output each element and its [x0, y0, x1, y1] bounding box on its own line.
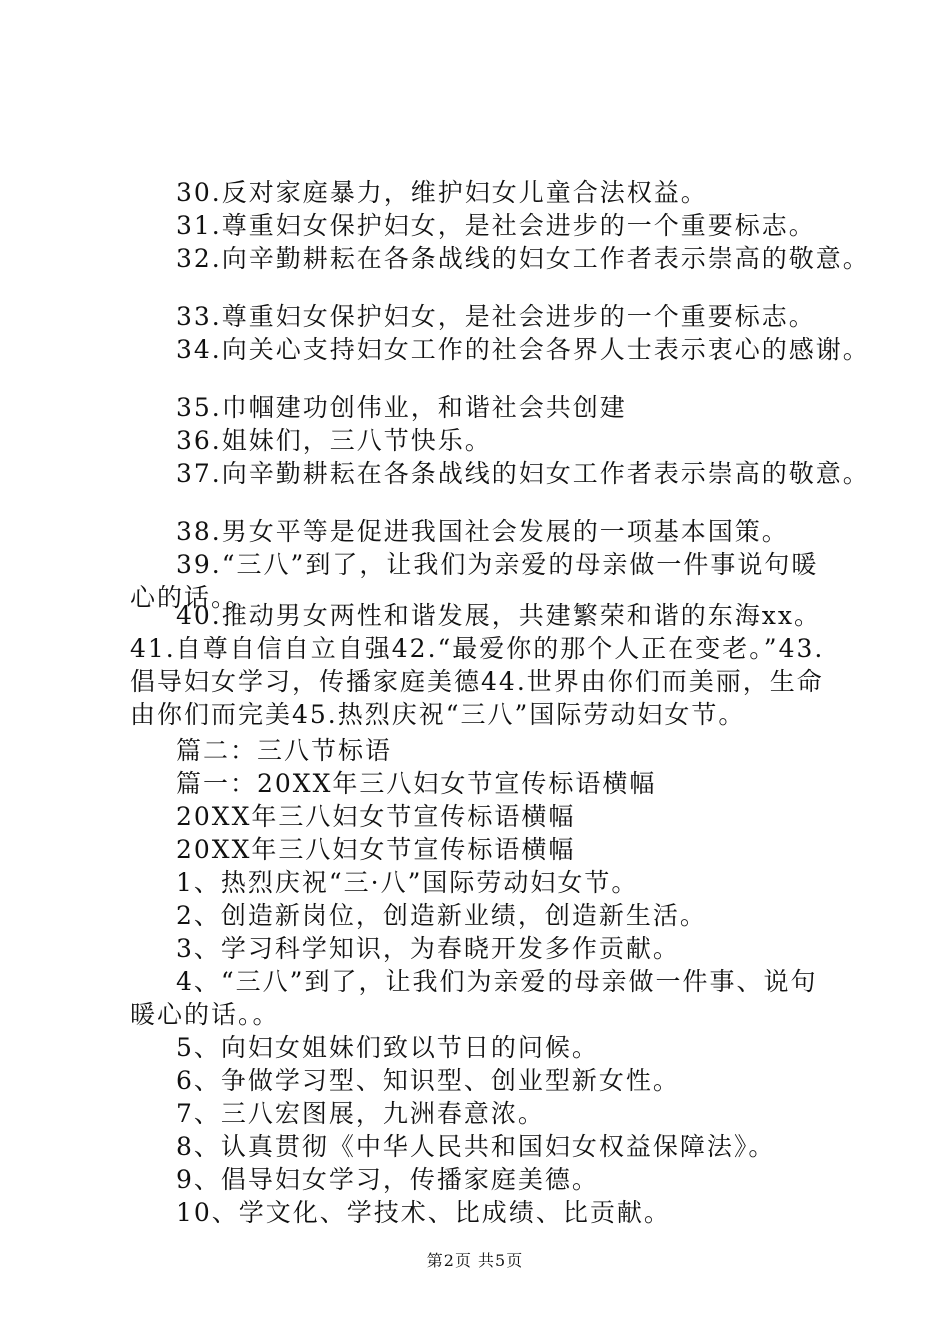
paragraph-31: 31.尊重妇女保护妇女，是社会进步的一个重要标志。 — [176, 211, 816, 240]
paragraph-32: 32.向辛勤耕耘在各条战线的妇女工作者表示崇高的敬意。 — [176, 244, 870, 273]
slogan-9: 9、倡导妇女学习，传播家庭美德。 — [176, 1165, 599, 1194]
paragraph-37: 37.向辛勤耕耘在各条战线的妇女工作者表示崇高的敬意。 — [176, 459, 870, 488]
paragraph-33: 33.尊重妇女保护妇女，是社会进步的一个重要标志。 — [176, 302, 816, 331]
slogan-1: 1、热烈庆祝“三·八”国际劳动妇女节。 — [176, 868, 639, 897]
paragraph-39: 39.“三八”到了，让我们为亲爱的母亲做一件事说句暖心的话。。 — [130, 550, 819, 612]
slogan-6: 6、争做学习型、知识型、创业型新女性。 — [176, 1066, 680, 1095]
slogan-10: 10、学文化、学技术、比成绩、比贡献。 — [176, 1198, 671, 1227]
paragraph-35: 35.巾帼建功创伟业，和谐社会共创建 — [176, 393, 627, 422]
slogan-2: 2、创造新岗位，创造新业绩，创造新生活。 — [176, 901, 707, 930]
slogan-8: 8、认真贯彻《中华人民共和国妇女权益保障法》。 — [176, 1132, 776, 1161]
slogan-3: 3、学习科学知识，为春晓开发多作贡献。 — [176, 934, 680, 963]
section-heading-part-one: 篇一：20XX年三八妇女节宣传标语横幅 — [176, 769, 657, 798]
paragraph-40-45: 40.推动男女两性和谐发展，共建繁荣和谐的东海xx。41.自尊自信自立自强42.“最爱你的那个人正在变老。”43.倡导妇女学习，传播家庭美德44.世界由你们而美丽，生命由你们而完美45.热烈庆祝“三八”国际劳动妇女节。 — [130, 601, 825, 729]
subtitle-line-1: 20XX年三八妇女节宣传标语横幅 — [176, 802, 576, 831]
paragraph-30: 30.反对家庭暴力，维护妇女儿童合法权益。 — [176, 178, 708, 207]
slogan-7: 7、三八宏图展，九洲春意浓。 — [176, 1099, 545, 1128]
slogan-5: 5、向妇女姐妹们致以节日的问候。 — [176, 1033, 599, 1062]
subtitle-line-2: 20XX年三八妇女节宣传标语横幅 — [176, 835, 576, 864]
page-footer: 第2页 共5页 — [426, 1251, 524, 1270]
paragraph-34: 34.向关心支持妇女工作的社会各界人士表示衷心的感谢。 — [176, 335, 870, 364]
paragraph-36: 36.姐妹们，三八节快乐。 — [176, 426, 492, 455]
paragraph-38: 38.男女平等是促进我国社会发展的一项基本国策。 — [176, 517, 789, 546]
section-heading-part-two: 篇二：三八节标语 — [176, 736, 393, 765]
slogan-4: 4、“三八”到了，让我们为亲爱的母亲做一件事、说句暖心的话。。 — [130, 967, 818, 1029]
